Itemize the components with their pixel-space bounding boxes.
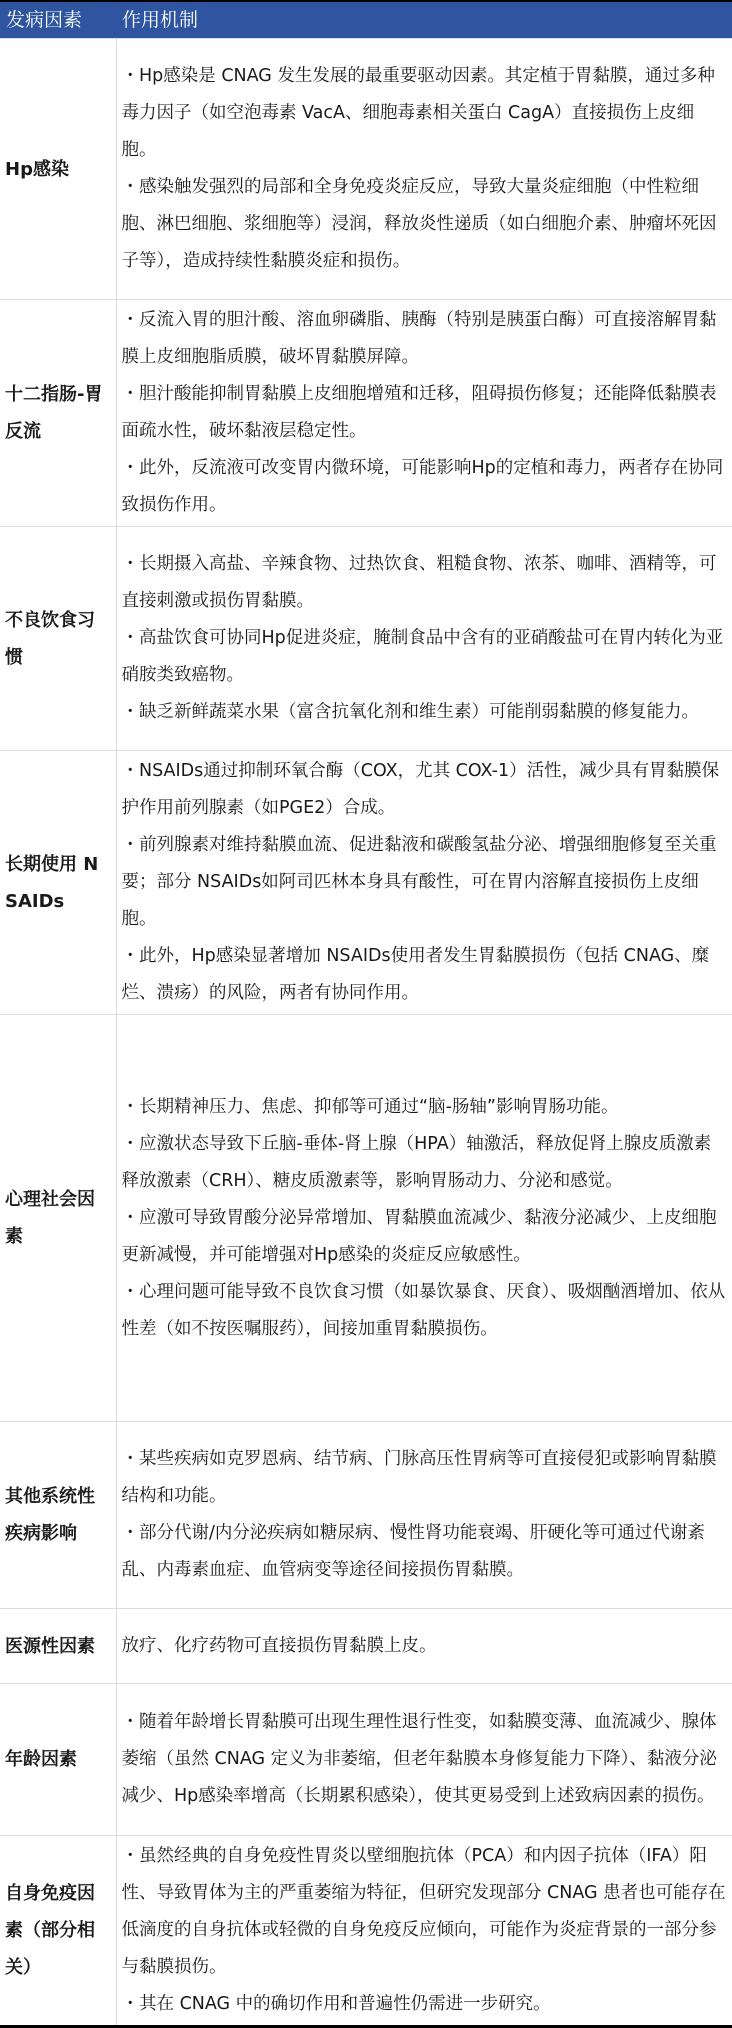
mechanism-item: ・此外，Hp感染显著增加 NSAIDs使用者发生胃黏膜损伤（包括 CNAG、糜烂、溃疡）的风险，两者有协同作用。 xyxy=(121,946,710,1003)
table-row xyxy=(0,1684,732,1836)
mechanism-item: ・随着年龄增长胃黏膜可出现生理性退行性变，如黏膜变薄、血流减少、腺体萎缩（虽然 CNAG 定义为非萎缩，但老年黏膜本身修复能力下降）、黏液分泌减少、Hp感染率增高（长期累积感染），使其更易受到上述致病因素的损伤。 xyxy=(121,1712,717,1806)
mechanism-item: ・NSAIDs通过抑制环氧合酶（COX，尤其 COX-1）活性，减少具有胃黏膜保护作用前列腺素（如PGE2）合成。 xyxy=(121,761,720,818)
mechanism-item: ・Hp感染是 CNAG 发生发展的最重要驱动因素。其定植于胃黏膜，通过多种毒力因子（如空泡毒素 VacA、细胞毒素相关蛋白 CagA）直接损伤上皮细胞。 xyxy=(121,66,715,160)
mechanism-item: ・感染触发强烈的局部和全身免疫炎症反应，导致大量炎症细胞（中性粒细胞、淋巴细胞、浆细胞等）浸润，释放炎性递质（如白细胞介素、肿瘤坏死因子等），造成持续性黏膜炎症和损伤。 xyxy=(121,177,717,271)
factor-cell: 医源性因素 xyxy=(0,1609,116,1684)
table-row xyxy=(0,751,732,1015)
mechanism-item: ・心理问题可能导致不良饮食习惯（如暴饮暴食、厌食）、吸烟酗酒增加、依从性差（如不按医嘱服药），间接加重胃黏膜损伤。 xyxy=(121,1281,726,1339)
mechanism-item: 放疗、化疗药物可直接损伤胃黏膜上皮。 xyxy=(121,1635,437,1656)
mechanism-cell xyxy=(116,1015,732,1422)
mechanism-item: ・长期精神压力、焦虑、抑郁等可通过“脑-肠轴”影响胃肠功能。 xyxy=(121,1096,619,1117)
mechanism-item: ・应激可导致胃酸分泌异常增加、胃黏膜血流减少、黏液分泌减少、上皮细胞更新减慢，并可能增强对Hp感染的炎症反应敏感性。 xyxy=(121,1207,717,1265)
mechanism-item: ・前列腺素对维持黏膜血流、促进黏液和碳酸氢盐分泌、增强细胞修复至关重要；部分 NSAIDs如阿司匹林本身具有酸性，可在胃内溶解直接损伤上皮细胞。 xyxy=(121,835,717,929)
mechanism-cell xyxy=(116,1836,732,2027)
header-factor: 发病因素 xyxy=(0,1,116,39)
mechanism-cell xyxy=(116,39,732,300)
factor-cell: 十二指肠-胃反流 xyxy=(0,300,116,527)
mechanism-item: ・胆汁酸能抑制胃黏膜上皮细胞增殖和迁移，阻碍损伤修复；还能降低黏膜表面疏水性，破坏黏液层稳定性。 xyxy=(121,384,717,441)
table-row xyxy=(0,39,732,300)
mechanism-item: ・此外，反流液可改变胃内微环境，可能影响Hp的定植和毒力，两者存在协同致损伤作用。 xyxy=(121,458,724,515)
factor-cell: Hp感染 xyxy=(0,39,116,300)
mechanism-cell xyxy=(116,300,732,527)
mechanism-cell xyxy=(116,1422,732,1609)
table-row xyxy=(0,300,732,527)
factor-cell: 其他系统性疾病影响 xyxy=(0,1422,116,1609)
mechanism-item: ・虽然经典的自身免疫性胃炎以壁细胞抗体（PCA）和内因子抗体（IFA）阳性、导致胃体为主的严重萎缩为特征，但研究发现部分 CNAG 患者也可能存在低滴度的自身抗体或轻微的自身免疫反应倾向，可能作为炎症背景的一部分参与黏膜损伤。 xyxy=(121,1846,726,1977)
table-row xyxy=(0,1015,732,1422)
mechanism-item: ・其在 CNAG 中的确切作用和普遍性仍需进一步研究。 xyxy=(121,1994,551,2014)
factor-cell: 不良饮食习惯 xyxy=(0,527,116,751)
factor-cell: 自身免疫因素（部分相关） xyxy=(0,1836,116,2027)
mechanism-cell xyxy=(116,1609,732,1684)
table-row xyxy=(0,527,732,751)
mechanism-cell xyxy=(116,751,732,1015)
factor-cell: 心理社会因素 xyxy=(0,1015,116,1422)
factor-cell: 长期使用 NSAIDs xyxy=(0,751,116,1015)
mechanism-item: ・部分代谢/内分泌疾病如糖尿病、慢性肾功能衰竭、肝硬化等可通过代谢紊乱、内毒素血症、血管病变等途径间接损伤胃黏膜。 xyxy=(121,1523,705,1580)
mechanism-item: ・缺乏新鲜蔬菜水果（富含抗氧化剂和维生素）可能削弱黏膜的修复能力。 xyxy=(121,702,699,722)
table-body xyxy=(0,39,732,2027)
mechanism-cell xyxy=(116,1684,732,1836)
mechanism-item: ・应激状态导致下丘脑-垂体-肾上腺（HPA）轴激活，释放促肾上腺皮质激素释放激素（CRH）、糖皮质激素等，影响胃肠动力、分泌和感觉。 xyxy=(121,1133,712,1191)
mechanism-item: ・反流入胃的胆汁酸、溶血卵磷脂、胰酶（特别是胰蛋白酶）可直接溶解胃黏膜上皮细胞脂质膜，破坏胃黏膜屏障。 xyxy=(121,310,717,367)
header-mechanism: 作用机制 xyxy=(116,1,732,39)
mechanism-item: ・高盐饮食可协同Hp促进炎症，腌制食品中含有的亚硝酸盐可在胃内转化为亚硝胺类致癌物。 xyxy=(121,628,724,685)
factor-cell: 年龄因素 xyxy=(0,1684,116,1836)
mechanism-cell xyxy=(116,527,732,751)
mechanism-item: ・长期摄入高盐、辛辣食物、过热饮食、粗糙食物、浓茶、咖啡、酒精等，可直接刺激或损伤胃黏膜。 xyxy=(121,554,717,611)
table-row xyxy=(0,1609,732,1684)
table-row xyxy=(0,1422,732,1609)
table-row xyxy=(0,1836,732,2027)
mechanism-item: ・某些疾病如克罗恩病、结节病、门脉高压性胃病等可直接侵犯或影响胃黏膜结构和功能。 xyxy=(121,1449,717,1506)
table-header xyxy=(0,1,732,39)
header-row xyxy=(0,1,732,39)
